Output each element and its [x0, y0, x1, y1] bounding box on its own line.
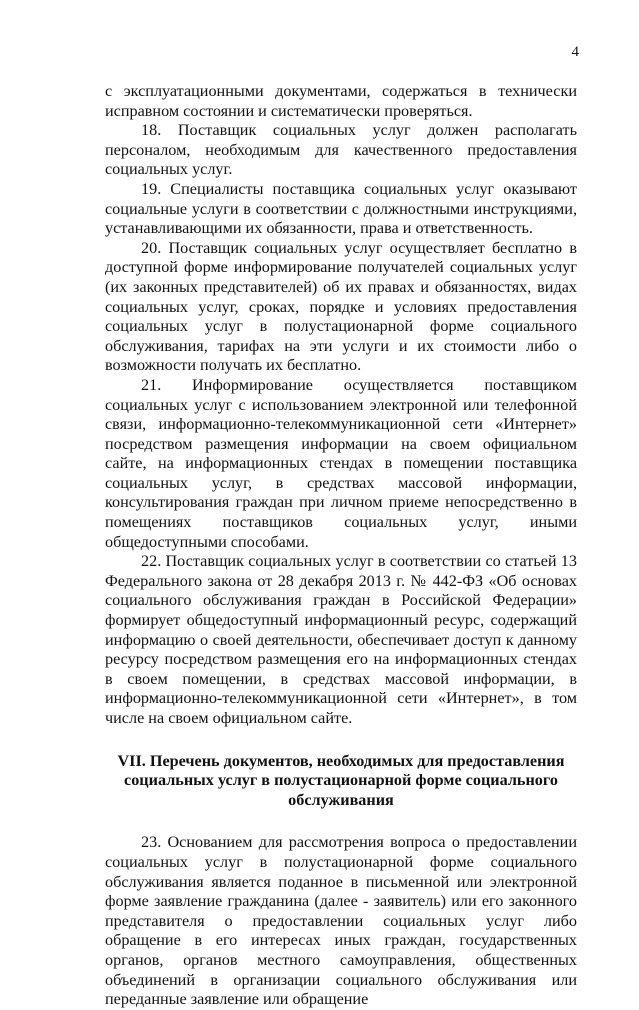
paragraph-23: 23. Основанием для рассмотрения вопроса о предоставлении социальных услуг в полустационарной форме социального обслуживания является поданное в письменной или электронной форме заявление гражданина (далее - заявитель) или его законного представителя о предоставлении социальных услуг либо обращение в его интересах иных граждан, государственных органов, органов местного самоуправления, общественных объединений в организации социального обслуживания или переданные заявление или обращение	[105, 833, 577, 1009]
paragraph-22: 22. Поставщик социальных услуг в соответствии со статьей 13 Федерального закона от 28 декабря 2013 г. № 442-ФЗ «Об основах социального обслуживания граждан в Российской Федерации» формирует общедоступный информационный ресурс, содержащий информацию о своей деятельности, обеспечивает доступ к данному ресурсу посредством размещения его на информационных стендах в своем помещении, в средствах массовой информации, в информационно-телекоммуникационной сети «Интернет», в том числе на своем официальном сайте.	[105, 552, 577, 727]
paragraph-20: 20. Поставщик социальных услуг осуществляет бесплатно в доступной форме информирование получателей социальных услуг (их законных представителей) об их правах и обязанностях, видах социальных услуг, сроках, порядке и условиях предоставления социальных услуг в полустационарной форме социального обслуживания, тарифах на эти услуги и их стоимости либо о возможности получать их бесплатно.	[105, 238, 577, 375]
paragraph-19: 19. Специалисты поставщика социальных услуг оказывают социальные услуги в соответствии с должностными инструкциями, устанавливающими их обязанности, права и ответственность.	[105, 179, 577, 238]
section-heading: VII. Перечень документов, необходимых для предоставления социальных услуг в полустационарной форме социального обслуживания	[117, 751, 565, 809]
paragraph-continuation: с эксплуатационными документами, содержаться в технически исправном состоянии и систематически проверяться.	[105, 82, 577, 120]
paragraph-21: 21. Информирование осуществляется поставщиком социальных услуг с использованием электронной или телефонной связи, информационно-телекоммуникационной сети «Интернет» посредством размещения информации на своем официальном сайте, на информационных стендах в помещении поставщика социальных услуг, в средствах массовой информации, консультирования граждан при личном приеме непосредственно в помещениях поставщиков социальных услуг, иными общедоступными способами.	[105, 375, 577, 551]
page-number: 4	[571, 44, 579, 60]
paragraph-18: 18. Поставщик социальных услуг должен располагать персоналом, необходимым для качественного предоставления социальных услуг.	[105, 121, 577, 179]
document-body	[105, 82, 577, 1010]
